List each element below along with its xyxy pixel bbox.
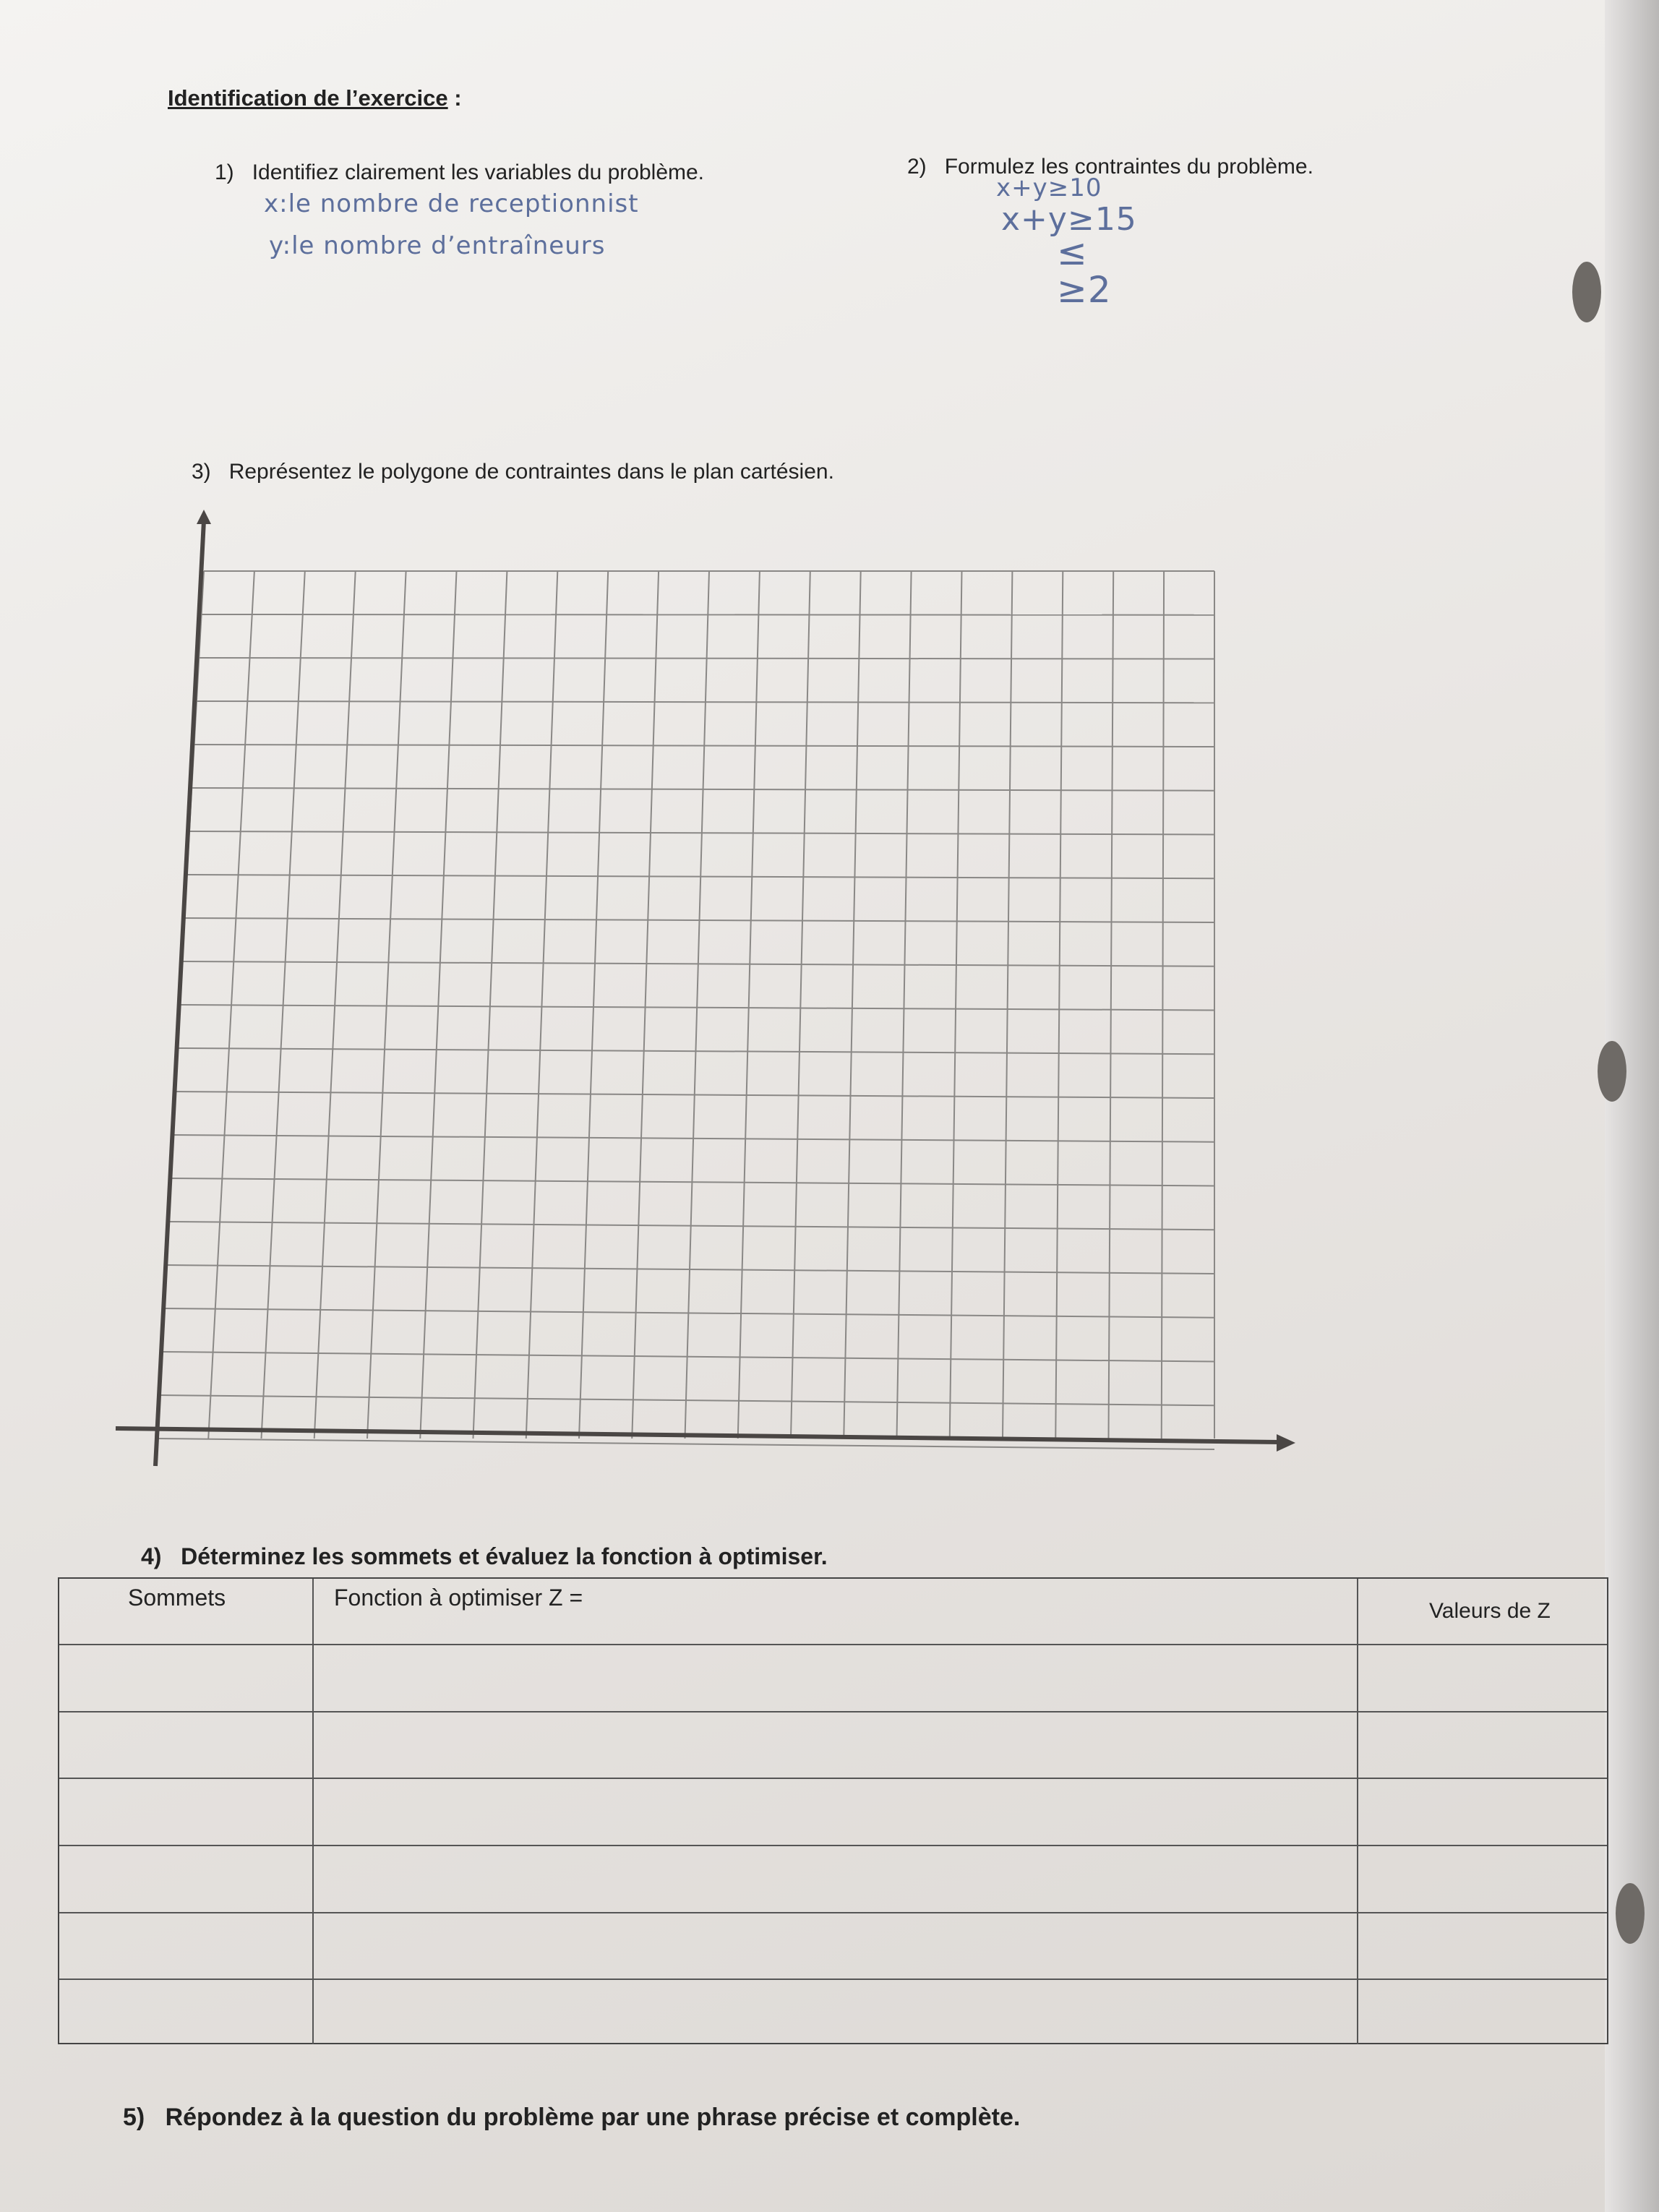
question-4-text: Déterminez les sommets et évaluez la fonction à optimiser.: [181, 1543, 828, 1569]
question-4: [141, 1543, 828, 1570]
table-row-line: [59, 1845, 1607, 1846]
y-axis-arrow-icon: [197, 510, 211, 524]
question-3-number: 3): [192, 460, 211, 484]
grid-vertical-line: [1109, 571, 1114, 1439]
question-2-text: Formulez les contraintes du problème.: [944, 155, 1313, 179]
question-5: [123, 2104, 1020, 2132]
question-5-text: Répondez à la question du problème par une phrase précise et complète.: [165, 2104, 1021, 2131]
grid-horizontal-line: [202, 614, 1214, 615]
exercise-title: Identification de l’exercice: [168, 85, 448, 111]
grid-vertical-line: [1162, 571, 1164, 1439]
vertices-table: [58, 1577, 1608, 2044]
table-divider-2: [1357, 1579, 1358, 2044]
table-row-line: [59, 1644, 1607, 1645]
answer-2-constraint-3: ≤: [1057, 231, 1088, 273]
grid-vertical-line: [1055, 571, 1063, 1439]
grid-vertical-line: [897, 571, 912, 1439]
grid-vertical-line: [950, 571, 962, 1439]
y-axis: [155, 520, 204, 1466]
answer-2-constraint-1: x+y≥10: [996, 173, 1102, 202]
grid-vertical-line: [685, 571, 710, 1439]
table-row-line: [59, 1912, 1607, 1913]
exercise-title-colon: :: [454, 85, 462, 111]
x-axis-arrow-icon: [1277, 1434, 1295, 1452]
question-5-number: 5): [123, 2104, 145, 2131]
table-row-line: [59, 1778, 1607, 1779]
question-1-number: 1): [215, 160, 234, 184]
header-sommets: Sommets: [128, 1585, 226, 1611]
question-3-text: Représentez le polygone de contraintes dans le plan cartésien.: [228, 460, 834, 484]
grid-vertical-line: [1003, 571, 1012, 1439]
question-2-number: 2): [907, 155, 927, 179]
answer-2-constraint-4: ≥2: [1057, 269, 1112, 311]
answer-2-constraint-2: x+y≥15: [1001, 201, 1137, 238]
answer-1-variable-x: x:le nombre de receptionnist: [264, 189, 639, 218]
grid-vertical-line: [738, 571, 760, 1439]
header-fonction: Fonction à optimiser Z =: [334, 1585, 583, 1611]
answer-1-variable-y: y:le nombre d’entraîneurs: [269, 231, 606, 260]
header-valeurs: Valeurs de Z: [1429, 1599, 1551, 1623]
table-row-line: [59, 1979, 1607, 1980]
table-divider-1: [312, 1579, 314, 2044]
cartesian-grid: [155, 571, 1214, 1449]
question-4-number: 4): [141, 1543, 162, 1569]
grid-vertical-line: [791, 571, 810, 1439]
question-1-text: Identifiez clairement les variables du problème.: [252, 160, 705, 184]
grid-vertical-line: [844, 571, 860, 1439]
table-row-line: [59, 1711, 1607, 1712]
